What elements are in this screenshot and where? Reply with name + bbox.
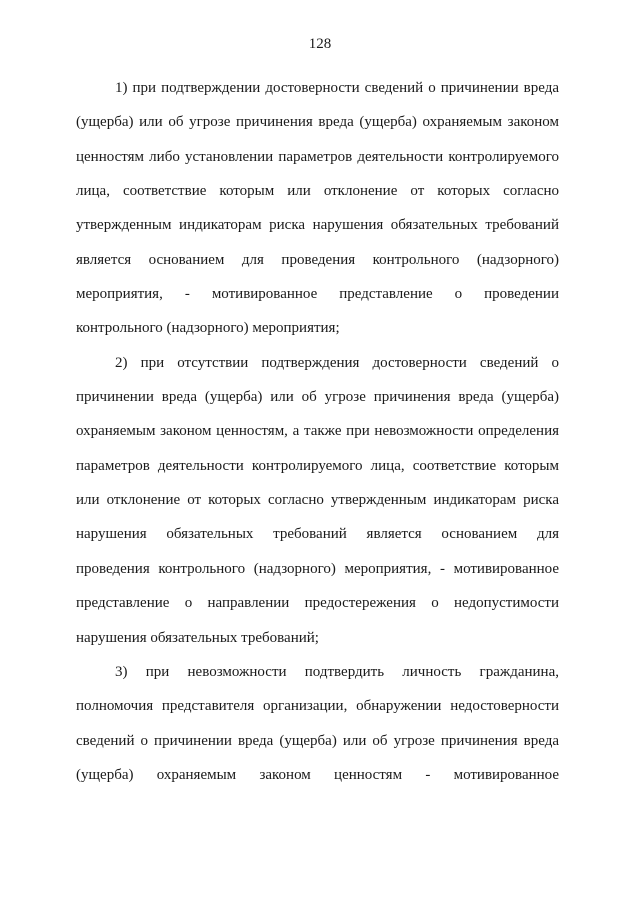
paragraph-3-line: (ущерба) охраняемым законом ценностям - мотивированное (76, 766, 559, 783)
paragraph-1-line: утвержденным индикаторам риска нарушения обязательных требований (76, 217, 559, 234)
paragraph-2-line: параметров деятельности контролируемого лица, соответствие которым (76, 457, 559, 474)
paragraph-2-line: 2) при отсутствии подтверждения достоверности сведений о (115, 354, 559, 371)
paragraph-1-line: лица, соответствие которым или отклонение от которых согласно (76, 183, 559, 200)
paragraph-1-line: ценностям либо установлении параметров деятельности контролируемого (76, 148, 559, 165)
paragraph-1-line: является основанием для проведения контрольного (надзорного) (76, 251, 559, 268)
paragraph-3-line: полномочия представителя организации, обнаружении недостоверности (76, 698, 559, 715)
paragraph-2-line: охраняемым законом ценностям, а также при невозможности определения (76, 423, 559, 440)
paragraph-2-line: представление о направлении предостережения о недопустимости (76, 595, 559, 612)
paragraph-3-line: сведений о причинении вреда (ущерба) или об угрозе причинения вреда (76, 732, 559, 749)
document-body (76, 71, 559, 792)
paragraph-1-line: мероприятия, - мотивированное представление о проведении (76, 286, 559, 303)
paragraph-2-line: проведения контрольного (надзорного) мероприятия, - мотивированное (76, 560, 559, 577)
paragraph-1-line: 1) при подтверждении достоверности сведений о причинении вреда (115, 80, 559, 96)
paragraph-2-line: нарушения обязательных требований является основанием для (76, 526, 559, 543)
paragraph-2-line: или отклонение от которых согласно утвержденным индикаторам риска (76, 492, 559, 509)
paragraph-1-line: контрольного (надзорного) мероприятия; (76, 320, 340, 337)
paragraph-3-line: 3) при невозможности подтвердить личность гражданина, (115, 663, 559, 680)
paragraph-1-line: (ущерба) или об угрозе причинения вреда (ущерба) охраняемым законом (76, 114, 559, 131)
paragraph-2-line: нарушения обязательных требований; (76, 629, 319, 646)
paragraph-2-line: причинении вреда (ущерба) или об угрозе причинения вреда (ущерба) (76, 389, 559, 406)
page-number: 128 (308, 36, 332, 52)
